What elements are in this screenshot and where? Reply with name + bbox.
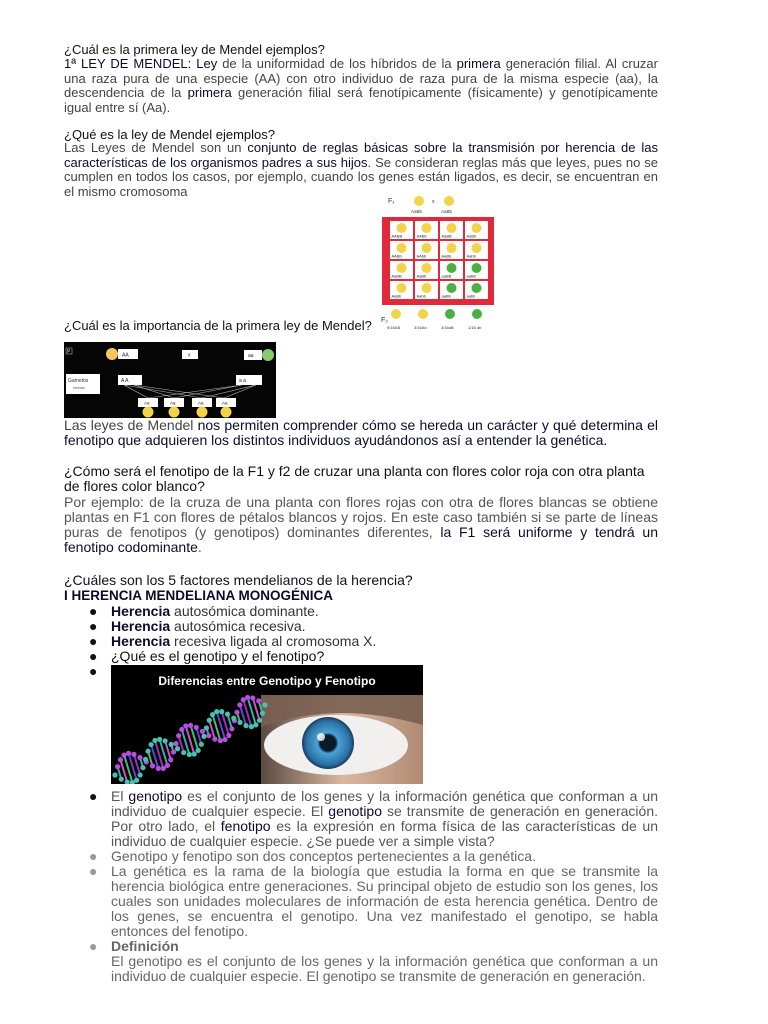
cross-diagram <box>64 342 276 418</box>
question-2: ¿Qué es la ley de Mendel ejemplos? <box>64 127 276 142</box>
offspring-label: Aa <box>198 400 204 406</box>
pea-seed-icon <box>397 283 407 293</box>
pea-seed-icon <box>422 263 432 273</box>
cell-genotype-label: AaBb <box>441 253 452 259</box>
cell-genotype-label: AaBB <box>441 233 452 239</box>
link-genotipo-2[interactable]: genotipo <box>328 803 382 819</box>
bullet-icon: ● <box>89 648 98 664</box>
offspring-seed-icon <box>197 407 208 418</box>
gamete-right-label: a a <box>239 378 246 384</box>
f2-label: F₂ <box>381 317 388 324</box>
x-label: x <box>188 352 191 359</box>
cell-genotype-label: Aabb <box>416 293 426 299</box>
list-item: ● Definición El genotipo es el conjunto de los genes y la información genética que conforman a un individuo de cualquier especie. El genotipo se transmite de generación en generación. <box>89 938 658 984</box>
paragraph-2: Las Leyes de Mendel son un conjunto de reglas básicas sobre la transmisión por herencia de las características de los organismos padres a sus hijos. Se consideran reglas más que leyes, pues no se cumplen en todos los casos, por ejemplo, cuando los genes están ligados, es decir, se encuentran en el mismo cromosoma <box>64 140 658 199</box>
bullet-icon: ● <box>89 863 98 879</box>
pea-seed-icon <box>472 283 482 293</box>
link-ley-de-mendel[interactable]: 1ª LEY DE MENDEL: <box>64 56 192 71</box>
pea-seed-icon <box>447 263 457 273</box>
link-fenotipo[interactable]: fenotipo <box>220 818 271 834</box>
pea-seed-icon <box>472 243 482 253</box>
genotype-phenotype-banner <box>111 665 423 784</box>
cell-genotype-label: AaBb <box>466 233 477 239</box>
ratio-label: 3/16aB <box>441 325 454 330</box>
bullet-icon: ● <box>89 788 98 804</box>
aa-lower-label: aa <box>248 353 254 359</box>
question-5: ¿Cuáles son los 5 factores mendelianos de la herencia? <box>64 572 413 588</box>
punnett-grid <box>382 196 494 330</box>
offspring-seed-icon <box>221 407 232 418</box>
list-item: ● Genotipo y fenotipo son dos conceptos pertenecientes a la genética. <box>89 848 536 864</box>
f1-label: F₁ <box>388 198 395 205</box>
paragraph-1: 1ª LEY DE MENDEL: Ley de la uniformidad de los híbridos de la primera generación filial. Al cruzar una raza pura de una especie (AA) con otro individuo de raza pura de la misma especie (aa), la descendencia de la primera generación filial será fenotípicamente (físicamente) y genotípicamente igual entre sí (Aa). <box>64 56 658 115</box>
cell-genotype-label: aaBb <box>466 273 476 279</box>
pea-seed-icon <box>422 243 432 253</box>
link-herencia[interactable]: Herencia <box>111 618 171 634</box>
link-f1-uniforme[interactable]: la F1 será uniforme y tendrá un fenotipo codominante <box>64 524 659 555</box>
bullet-icon: ● <box>89 633 98 649</box>
gametes-sublabel: meiosis <box>73 386 85 390</box>
paragraph-4: Por ejemplo: de la cruza de una planta con flores rojas con otra de flores blancas se obtiene plantas en F1 con flores de pétalos blancos y rojos. En este caso también si se parte de líneas puras de fenotipos (y genotipos) dominantes diferentes, la F1 será uniforme y tendrá un fenotipo codominante. <box>64 494 659 555</box>
cell-genotype-label: Aabb <box>466 253 476 259</box>
pea-seed-icon <box>472 263 482 273</box>
cell-genotype-label: aaBB <box>441 273 452 279</box>
pea-seed-icon <box>472 223 482 233</box>
cell-genotype-label: aabb <box>466 293 476 299</box>
parent-genotype-label: AaBb <box>411 209 423 214</box>
question-1: ¿Cuál es la primera ley de Mendel ejemplos? <box>64 42 325 57</box>
question-3: ¿Cuál es la importancia de la primera ley de Mendel? <box>64 318 372 333</box>
bullet-icon: ● <box>89 618 98 634</box>
ratio-label: 3/16Ab <box>414 325 427 330</box>
cross-x-label: x <box>432 199 435 205</box>
list-item: ● Herencia recesiva ligada al cromosoma X. <box>89 633 377 649</box>
banner-title: Diferencias entre Genotipo y Fenotipo <box>158 674 376 688</box>
cell-genotype-label: aaBb <box>441 293 451 299</box>
gametes-label: Gametos <box>68 378 89 384</box>
p-label: P <box>67 349 71 355</box>
punnett-square-figure <box>374 192 498 332</box>
parent-genotype-label: AaBb <box>441 209 453 214</box>
bullet-icon: ● <box>89 663 98 679</box>
link-reglas-basicas[interactable]: conjunto de reglas básicas sobre la transmisión por herencia de las características de los organismos padres a sus hijos <box>64 140 658 170</box>
yellow-seed-icon <box>106 348 118 360</box>
dna-helix-icon <box>112 695 267 784</box>
pea-seed-icon <box>397 243 407 253</box>
question-4: ¿Cómo será el fenotipo de la F1 y f2 de cruzar una planta con flores color roja con otra planta de flores color blanco? <box>64 463 645 494</box>
offspring-label: Aa <box>144 400 150 406</box>
offspring-seed-icon <box>143 407 154 418</box>
bullet-icon: ● <box>89 603 98 619</box>
pea-seed-icon <box>397 223 407 233</box>
inheritance-list <box>64 603 658 679</box>
bullet-icon: ● <box>89 938 98 954</box>
green-seed-icon <box>262 349 274 361</box>
parent-seed-icon <box>444 196 454 206</box>
cell-genotype-label: AaBB <box>391 273 402 279</box>
cell-genotype-label: AABb <box>391 253 402 259</box>
link-herencia[interactable]: Herencia <box>111 633 171 649</box>
eye-icon <box>302 717 354 769</box>
list-item: ● La genética es la rama de la biología que estudia la forma en que se transmite la herencia biológica entre generaciones. Su principal objeto de estudio son los genes, los cuales son unidades moleculares de información de esta herencia genética. Dentro de los genes, se encuentra el genotipo. Una vez manifestado el genotipo, se habla entonces del fenotipo. <box>89 863 658 939</box>
ratio-label: 9/16AB <box>387 325 401 330</box>
link-genotipo[interactable]: genotipo <box>128 788 183 804</box>
ratio-label: 1/16 ab <box>468 325 482 330</box>
list-item: ● Herencia autosómica dominante. <box>89 603 319 619</box>
offspring-seed-icon <box>169 407 180 418</box>
pea-seed-icon <box>447 223 457 233</box>
heading-herencia-monogenica: I HERENCIA MENDELIANA MONOGÉNICA <box>64 588 334 603</box>
pea-seed-icon <box>447 243 457 253</box>
banner-art <box>111 665 423 784</box>
pea-seed-icon <box>397 263 407 273</box>
offspring-label: Aa <box>170 400 176 406</box>
link-permiten-comprender[interactable]: nos permiten comprender cómo se hereda un carácter y qué determina el fenotipo que adquieren los distintos individuos ayudándonos así a entender la genética. <box>64 417 658 448</box>
link-herencia[interactable]: Herencia <box>111 603 171 619</box>
cell-genotype-label: AAbb <box>416 253 427 259</box>
parent-seed-icon <box>414 196 424 206</box>
bullet-icon: ● <box>89 848 98 864</box>
cell-genotype-label: AaBb <box>391 293 402 299</box>
cell-genotype-label: AABb <box>416 233 427 239</box>
gametes-box <box>66 374 100 394</box>
aa-upper-label: AA <box>122 352 129 359</box>
pea-seed-icon <box>447 283 457 293</box>
paragraph-3: Las leyes de Mendel nos permiten comprender cómo se hereda un carácter y qué determina el fenotipo que adquieren los distintos individuos ayudándonos así a entender la genética. <box>64 417 658 448</box>
genetics-list <box>64 789 658 984</box>
link-primera[interactable]: primera <box>456 56 501 71</box>
pea-seed-icon <box>422 283 432 293</box>
cell-genotype-label: AABB <box>391 233 403 239</box>
link-ley[interactable]: Ley <box>196 56 218 71</box>
pea-seed-icon <box>422 223 432 233</box>
link-primera-2[interactable]: primera <box>187 85 232 100</box>
list-item: ● El genotipo es el conjunto de los genes y la información genética que conforman a un individuo de cualquier especie. El genotipo se transmite de generación en generación. Por otro lado, el fenotipo es la expresión en forma física de las características de un individuo de cualquier especie. ¿Se puede ver a simple vista? <box>89 788 658 849</box>
list-item: ● Herencia autosómica recesiva. <box>89 618 306 634</box>
offspring-label: Aa <box>222 400 228 406</box>
gamete-left-label: A A <box>121 378 129 384</box>
cell-genotype-label: AaBb <box>416 273 427 279</box>
list-item: ● ¿Qué es el genotipo y el fenotipo? <box>89 648 325 664</box>
